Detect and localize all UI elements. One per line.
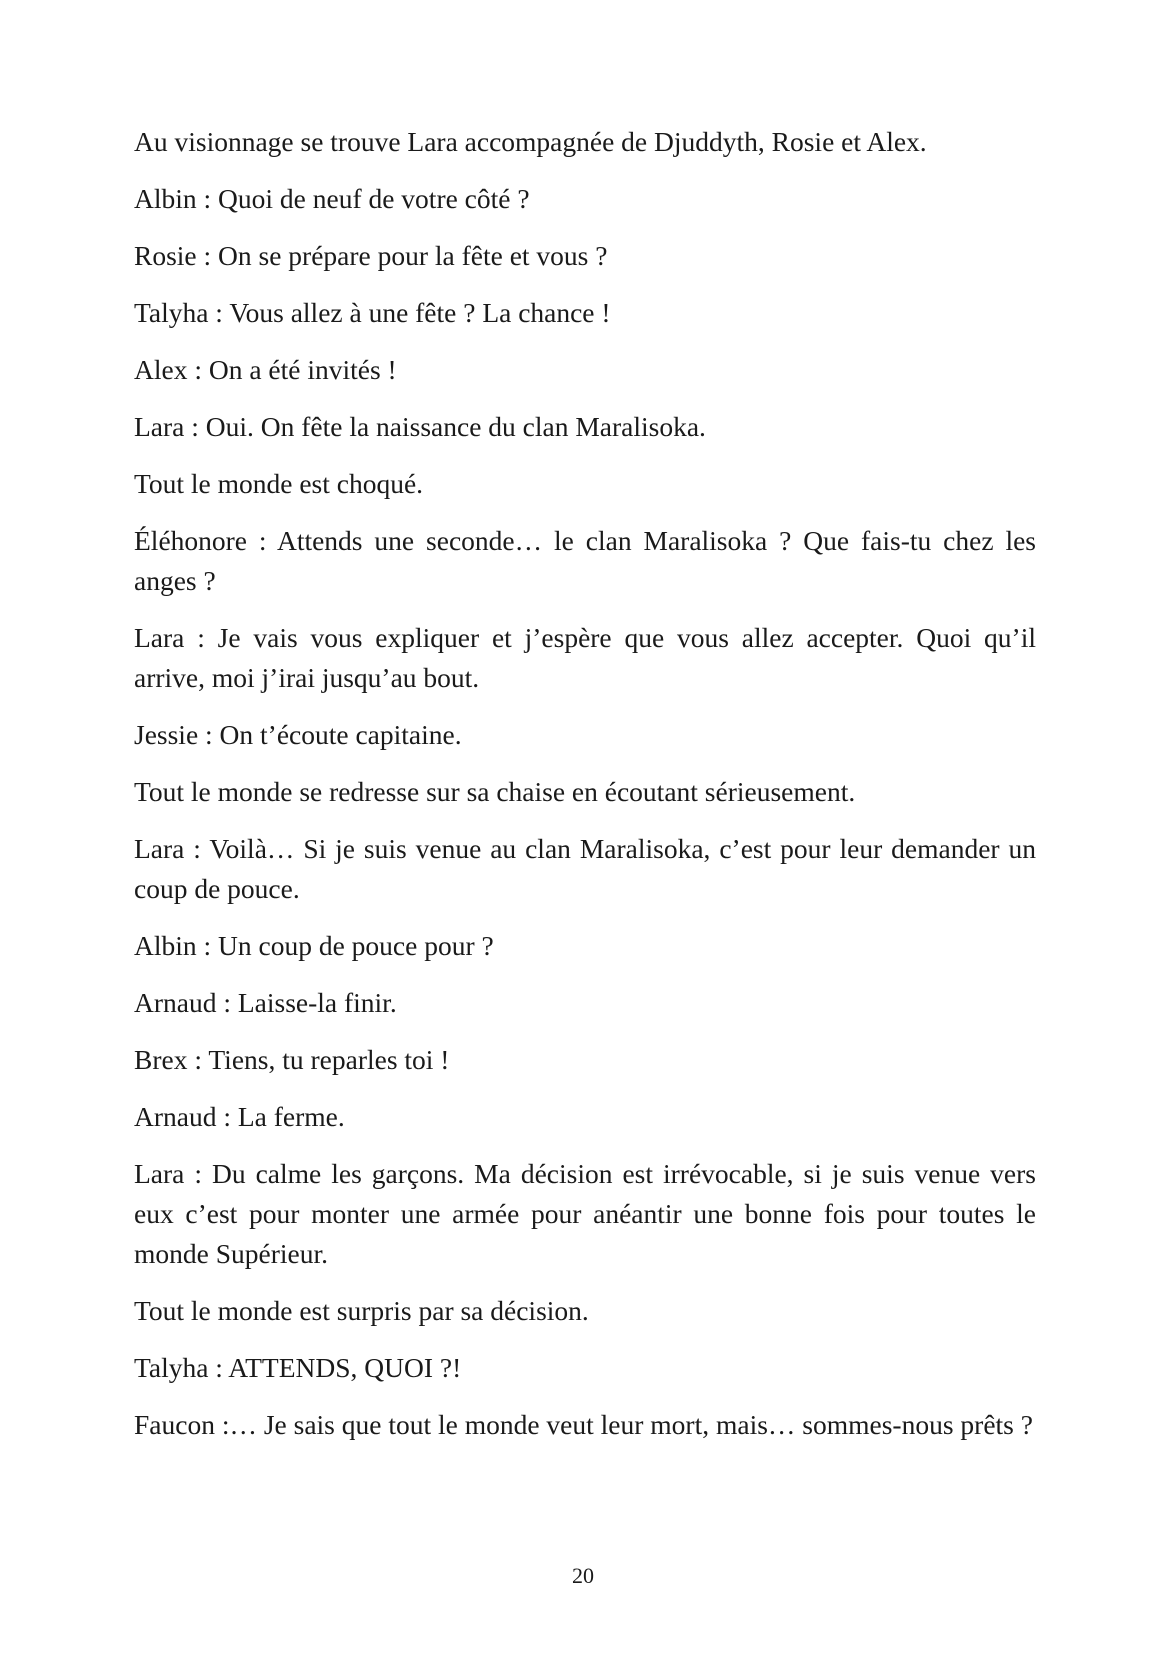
paragraph: Tout le monde est choqué. [134, 468, 424, 499]
paragraph: Tout le monde est surpris par sa décision. [134, 1295, 589, 1326]
paragraph: Lara : Je vais vous expliquer et j’espère que vous allez accepter. Quoi qu’il arrive, moi j’irai jusqu’au bout. [134, 622, 1036, 693]
paragraph: Lara : Oui. On fête la naissance du clan Maralisoka. [134, 411, 706, 442]
paragraph: Alex : On a été invités ! [134, 354, 397, 385]
paragraph: Lara : Du calme les garçons. Ma décision est irrévocable, si je suis venue vers eux c’est pour monter une armée pour anéantir une bonne fois pour toutes le monde Supérieur. [134, 1158, 1036, 1269]
paragraph: Rosie : On se prépare pour la fête et vous ? [134, 240, 608, 271]
paragraph: Talyha : Vous allez à une fête ? La chance ! [134, 297, 611, 328]
page-number: 20 [572, 1563, 594, 1588]
paragraph: Brex : Tiens, tu reparles toi ! [134, 1044, 450, 1075]
paragraph: Jessie : On t’écoute capitaine. [134, 719, 462, 750]
page-body [134, 122, 1036, 1462]
paragraph: Arnaud : Laisse-la finir. [134, 987, 397, 1018]
paragraph: Faucon :… Je sais que tout le monde veut leur mort, mais… sommes-nous prêts ? [134, 1409, 1033, 1440]
paragraph: Arnaud : La ferme. [134, 1101, 345, 1132]
paragraph: Albin : Un coup de pouce pour ? [134, 930, 494, 961]
paragraph: Lara : Voilà… Si je suis venue au clan Maralisoka, c’est pour leur demander un coup de pouce. [134, 833, 1036, 904]
paragraph: Tout le monde se redresse sur sa chaise en écoutant sérieusement. [134, 776, 856, 807]
paragraph: Talyha : ATTENDS, QUOI ?! [134, 1352, 462, 1383]
paragraph: Albin : Quoi de neuf de votre côté ? [134, 183, 530, 214]
paragraph: Éléhonore : Attends une seconde… le clan Maralisoka ? Que fais-tu chez les anges ? [134, 525, 1036, 596]
paragraph: Au visionnage se trouve Lara accompagnée de Djuddyth, Rosie et Alex. [134, 126, 927, 157]
